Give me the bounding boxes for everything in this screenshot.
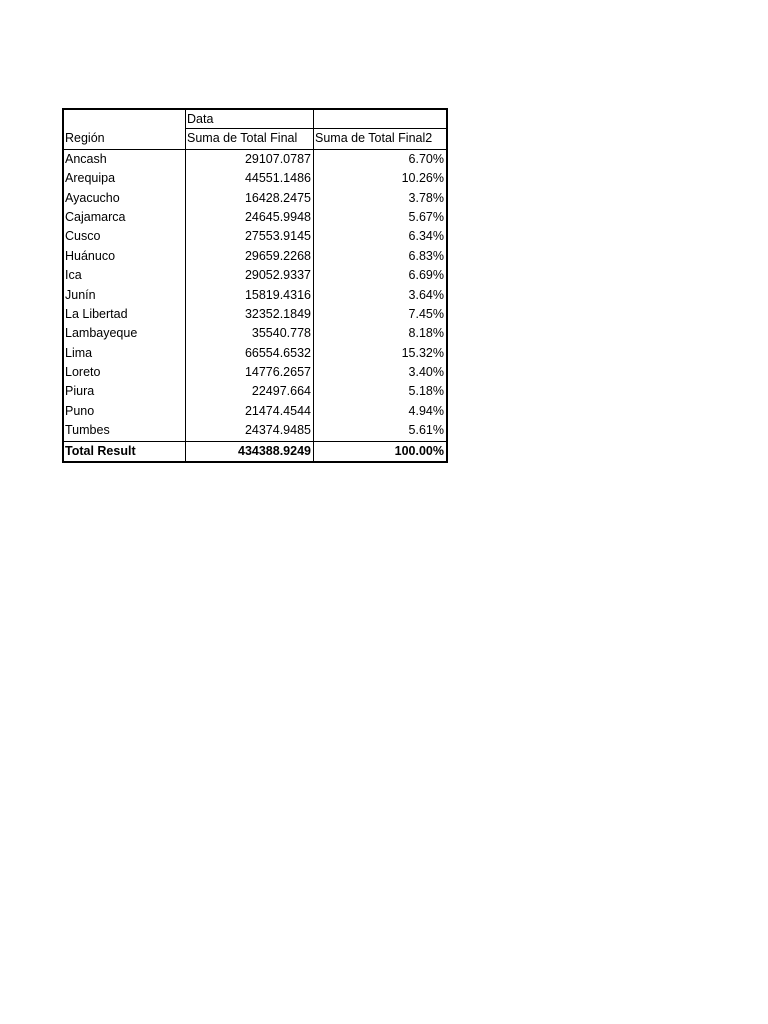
- region-cell[interactable]: Ancash: [64, 150, 186, 169]
- total-cell[interactable]: 15819.4316: [186, 286, 314, 305]
- empty-header-cell[interactable]: [313, 110, 446, 129]
- percent-cell[interactable]: 5.18%: [408, 384, 444, 399]
- region-cell[interactable]: La Libertad: [64, 305, 186, 324]
- percent-cell[interactable]: 5.61%: [408, 423, 444, 438]
- region-cell[interactable]: Huánuco: [64, 247, 186, 266]
- total-percent[interactable]: 100.00%: [394, 443, 444, 458]
- percent-cell[interactable]: 15.32%: [401, 345, 444, 360]
- total-cell[interactable]: 35540.778: [186, 324, 314, 343]
- percent-cell[interactable]: 3.40%: [408, 365, 444, 380]
- table-row: [64, 363, 446, 382]
- region-cell[interactable]: Junín: [64, 286, 186, 305]
- percent-cell[interactable]: 10.26%: [401, 171, 444, 186]
- region-cell[interactable]: Tumbes: [64, 421, 186, 440]
- total-cell[interactable]: 44551.1486: [186, 169, 314, 188]
- pivot-header-row: [64, 129, 446, 149]
- total-cell[interactable]: 29052.9337: [186, 266, 314, 285]
- percent-cell[interactable]: 7.45%: [408, 306, 444, 321]
- percent-cell[interactable]: 5.67%: [408, 209, 444, 224]
- percent-cell[interactable]: 6.70%: [408, 151, 444, 166]
- total-cell[interactable]: 22497.664: [186, 382, 314, 401]
- total-cell[interactable]: 24374.9485: [186, 421, 314, 440]
- table-row: [64, 305, 446, 324]
- percent-header[interactable]: Suma de Total Final2: [315, 131, 433, 146]
- empty-corner-cell[interactable]: [64, 110, 186, 129]
- region-cell[interactable]: Lambayeque: [64, 324, 186, 343]
- table-row: [64, 421, 446, 440]
- table-row: [64, 189, 446, 208]
- region-cell[interactable]: Puno: [64, 402, 186, 421]
- total-cell[interactable]: 66554.6532: [186, 344, 314, 363]
- total-header[interactable]: Suma de Total Final: [186, 129, 314, 148]
- table-row: [64, 169, 446, 188]
- percent-cell[interactable]: 6.34%: [408, 229, 444, 244]
- total-cell[interactable]: 27553.9145: [186, 227, 314, 246]
- percent-cell[interactable]: 6.69%: [408, 268, 444, 283]
- table-row: [64, 266, 446, 285]
- table-row: [64, 286, 446, 305]
- total-row: [64, 441, 446, 461]
- pivot-body: [64, 150, 446, 441]
- table-row: [64, 344, 446, 363]
- pivot-table: [62, 108, 448, 463]
- total-cell[interactable]: 29107.0787: [186, 150, 314, 169]
- region-cell[interactable]: Ica: [64, 266, 186, 285]
- region-cell[interactable]: Arequipa: [64, 169, 186, 188]
- table-row: [64, 402, 446, 421]
- percent-cell[interactable]: 3.64%: [408, 287, 444, 302]
- total-cell[interactable]: 29659.2268: [186, 247, 314, 266]
- data-field-label[interactable]: Data: [186, 110, 314, 129]
- total-cell[interactable]: 24645.9948: [186, 208, 314, 227]
- table-row: [64, 247, 446, 266]
- percent-cell[interactable]: 6.83%: [408, 248, 444, 263]
- table-row: [64, 150, 446, 169]
- region-cell[interactable]: Ayacucho: [64, 189, 186, 208]
- region-cell[interactable]: Cusco: [64, 227, 186, 246]
- table-row: [64, 208, 446, 227]
- total-cell[interactable]: 21474.4544: [186, 402, 314, 421]
- total-value[interactable]: 434388.9249: [186, 442, 314, 461]
- total-cell[interactable]: 32352.1849: [186, 305, 314, 324]
- pivot-data-row: [64, 110, 446, 129]
- region-cell[interactable]: Cajamarca: [64, 208, 186, 227]
- table-row: [64, 324, 446, 343]
- total-cell[interactable]: 16428.2475: [186, 189, 314, 208]
- table-row: [64, 227, 446, 246]
- total-cell[interactable]: 14776.2657: [186, 363, 314, 382]
- region-header[interactable]: Región: [64, 129, 186, 148]
- table-row: [64, 382, 446, 401]
- region-cell[interactable]: Lima: [64, 344, 186, 363]
- percent-cell[interactable]: 4.94%: [408, 403, 444, 418]
- region-cell[interactable]: Loreto: [64, 363, 186, 382]
- total-label[interactable]: Total Result: [64, 442, 186, 461]
- percent-cell[interactable]: 3.78%: [408, 190, 444, 205]
- percent-cell[interactable]: 8.18%: [408, 326, 444, 341]
- region-cell[interactable]: Piura: [64, 382, 186, 401]
